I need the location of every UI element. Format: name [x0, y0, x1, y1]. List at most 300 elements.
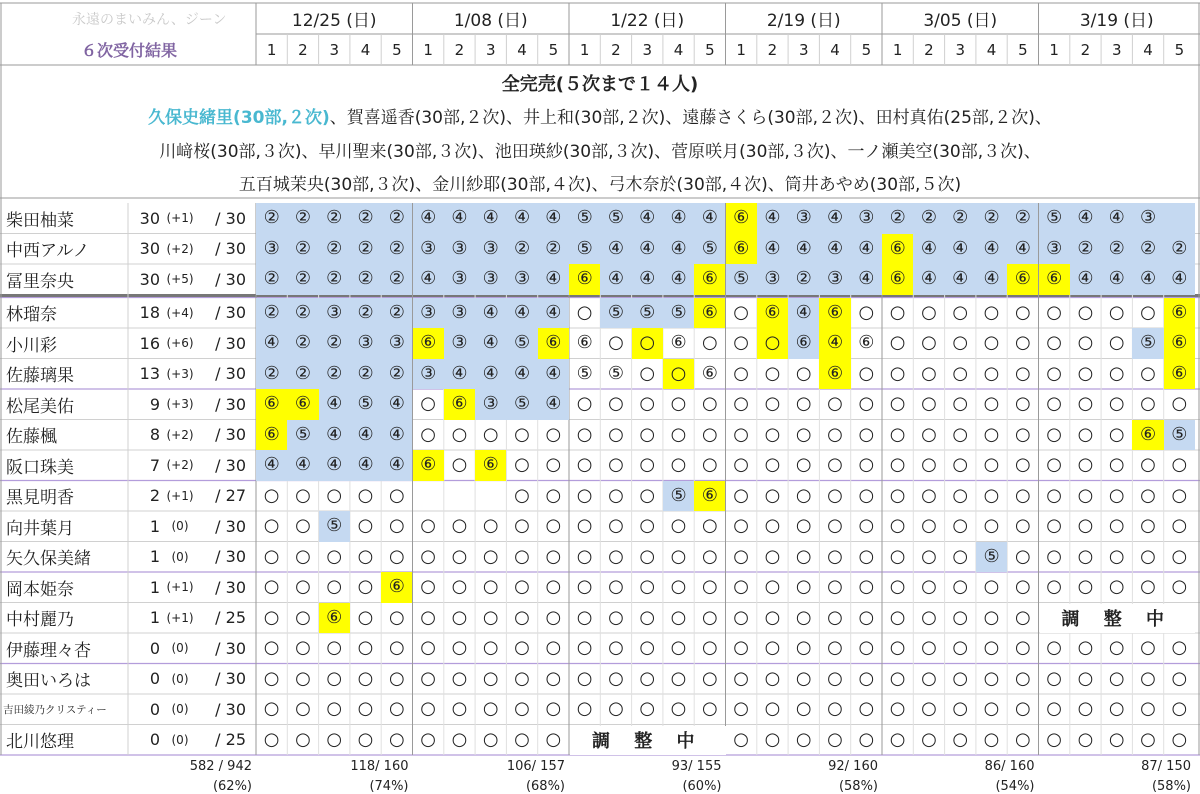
open-slot-mark: ○: [514, 545, 530, 567]
open-slot-mark: ○: [733, 393, 749, 415]
summary-title: 全完売(５次まで１４人): [501, 74, 699, 95]
open-slot-mark: ○: [576, 606, 593, 628]
total-count: / 25: [215, 730, 246, 750]
sold-out-mark: ②: [350, 298, 381, 329]
sold-out-mark: ⑤: [569, 234, 600, 265]
open-slot-mark: ○: [576, 301, 593, 323]
empty-cell: [475, 481, 506, 512]
open-slot-mark: ○: [764, 454, 781, 476]
sold-out-mark: ⑥: [819, 298, 850, 329]
open-slot-mark: ○: [608, 454, 624, 476]
open-slot-mark: ○: [889, 301, 906, 323]
open-slot-mark: ○: [1046, 454, 1062, 476]
sold-out-mark: ⑥: [413, 328, 444, 359]
open-slot-mark: ○: [451, 545, 468, 567]
sold-delta: (0): [171, 702, 189, 717]
open-slot-mark: ○: [952, 728, 969, 750]
open-slot-mark: ○: [420, 667, 436, 689]
round-header: 5: [1018, 40, 1028, 59]
sold-out-mark: ⑥: [694, 481, 725, 512]
sold-out-mark: ⑤: [694, 234, 725, 265]
highlight-member: 久保史緒里(30部,２次): [148, 108, 330, 128]
sold-out-mark: ③: [444, 298, 475, 329]
open-slot-mark: ○: [576, 667, 593, 689]
sold-out-mark: ④: [819, 234, 850, 265]
open-slot-mark: ○: [608, 515, 624, 537]
member-name: 黒見明香: [6, 488, 74, 509]
open-slot-mark: ○: [357, 545, 374, 567]
open-slot-mark: ○: [827, 606, 843, 628]
member-name: 阪口珠美: [6, 457, 74, 478]
member-name: 奥田いろは: [6, 671, 91, 692]
sold-out-mark: ④: [381, 389, 412, 420]
open-slot-mark: ○: [1046, 515, 1062, 537]
sold-out-mark: ③: [413, 359, 444, 390]
round-header: 5: [705, 40, 715, 59]
open-slot-mark: ○: [701, 637, 718, 659]
open-slot-mark: ○: [639, 667, 656, 689]
open-slot-mark: ○: [639, 423, 656, 445]
sold-out-mark: ②: [350, 203, 381, 234]
open-slot-mark: ○: [1140, 301, 1156, 323]
status-adjusting: 調 整 中: [1040, 604, 1196, 634]
sold-out-mark: ④: [976, 234, 1007, 265]
empty-cell: [1164, 203, 1195, 234]
open-slot-mark: ○: [858, 728, 875, 750]
sold-delta: (+2): [166, 427, 194, 442]
open-slot-mark: ○: [733, 545, 749, 567]
sheet-subtitle: ６次受付結果: [80, 41, 177, 60]
open-slot-mark: ○: [733, 667, 749, 689]
sold-out-mark: ②: [381, 359, 412, 390]
open-slot-mark: ○: [983, 393, 1000, 415]
open-slot-mark: ○: [764, 393, 781, 415]
date-header: 1/08 (日): [453, 11, 528, 31]
total-count: / 30: [215, 303, 246, 323]
sold-delta: (0): [171, 641, 189, 656]
open-slot-mark: ○: [983, 698, 1000, 720]
open-slot-mark: ○: [764, 423, 781, 445]
open-slot-mark: ○: [1014, 576, 1031, 598]
open-slot-mark: ○: [1171, 637, 1188, 659]
sold-out-mark: ④: [381, 450, 412, 481]
empty-cell: [413, 481, 444, 512]
sold-out-mark: ③: [444, 264, 475, 295]
member-name: 柴田柚菜: [6, 210, 74, 231]
round-header: 5: [1174, 40, 1185, 59]
open-slot-mark: ○: [357, 698, 374, 720]
open-slot-mark: ○: [921, 698, 937, 720]
total-count: / 30: [215, 638, 246, 658]
sold-out-mark: ④: [256, 450, 287, 481]
sold-out-mark: ④: [381, 420, 412, 451]
round-header: 3: [1111, 40, 1122, 59]
sold-out-mark: ⑥: [256, 389, 287, 420]
open-slot-mark: ○: [764, 698, 781, 720]
sold-out-mark: ④: [1164, 264, 1195, 295]
sold-out-mark: ④: [475, 203, 506, 234]
open-slot-mark: ○: [733, 637, 749, 659]
open-slot-mark: ○: [952, 637, 969, 659]
sold-out-mark: ②: [319, 234, 350, 265]
open-slot-mark: ○: [858, 667, 875, 689]
open-slot-mark: ○: [858, 362, 875, 384]
open-slot-mark: ○: [889, 393, 906, 415]
open-slot-mark: ○: [983, 667, 1000, 689]
sold-out-mark: ⑥: [726, 203, 757, 234]
open-slot-mark: ○: [757, 328, 788, 359]
open-slot-mark: ○: [795, 606, 812, 628]
sold-out-mark: ②: [945, 203, 976, 234]
open-slot-mark: ○: [420, 515, 436, 537]
sold-delta: (+6): [166, 336, 194, 351]
open-slot-mark: ○: [1014, 454, 1031, 476]
open-slot-mark: ○: [1140, 576, 1156, 598]
sold-out-mark: ⑥: [726, 234, 757, 265]
open-slot-mark: ○: [733, 301, 749, 323]
sold-out-mark: ③: [757, 264, 788, 295]
round-header: 4: [1143, 40, 1153, 59]
sold-out-mark: ④: [600, 264, 631, 295]
open-slot-mark: ○: [733, 515, 749, 537]
sold-out-mark: ⑤: [663, 298, 694, 329]
open-slot-mark: ○: [514, 515, 530, 537]
member-name: 冨里奈央: [6, 271, 74, 292]
open-slot-mark: ○: [1046, 393, 1062, 415]
sold-out-mark: ④: [256, 328, 287, 359]
sold-out-mark: ②: [287, 264, 318, 295]
sold-count: 16: [139, 333, 160, 353]
open-slot-mark: ○: [921, 545, 937, 567]
open-slot-mark: ○: [921, 484, 937, 506]
sold-count: 8: [149, 425, 160, 445]
sold-out-mark: ④: [444, 359, 475, 390]
sold-out-mark: ⑥: [256, 420, 287, 451]
open-slot-mark: ○: [795, 393, 812, 415]
open-slot-mark: ○: [1014, 332, 1031, 354]
open-slot-mark: ○: [326, 484, 343, 506]
sold-out-mark: ⑥: [1132, 420, 1163, 451]
sold-delta: (+1): [166, 580, 194, 595]
open-slot-mark: ○: [388, 606, 405, 628]
round-header: 3: [798, 40, 809, 59]
sold-out-mark: ④: [319, 420, 350, 451]
open-slot-mark: ○: [545, 728, 562, 750]
sold-out-mark: ⑥: [1164, 298, 1195, 329]
total-count: / 27: [215, 486, 246, 506]
date-header: 1/22 (日): [610, 11, 685, 31]
total-count: / 30: [215, 669, 246, 689]
open-slot-mark: ○: [1171, 667, 1188, 689]
open-slot-mark: ○: [632, 328, 663, 359]
open-slot-mark: ○: [388, 637, 405, 659]
open-slot-mark: ○: [795, 545, 812, 567]
open-slot-mark: ○: [983, 332, 1000, 354]
member-count: [128, 511, 256, 542]
sold-out-mark: ④: [506, 298, 537, 329]
sold-out-mark: ④: [444, 203, 475, 234]
sold-out-mark: ⑥: [1164, 328, 1195, 359]
open-slot-mark: ○: [795, 362, 812, 384]
open-slot-mark: ○: [608, 545, 624, 567]
open-slot-mark: ○: [514, 423, 530, 445]
sold-out-mark: ⑥: [670, 332, 687, 354]
open-slot-mark: ○: [1014, 515, 1031, 537]
open-slot-mark: ○: [263, 606, 280, 628]
open-slot-mark: ○: [921, 606, 937, 628]
open-slot-mark: ○: [1014, 637, 1031, 659]
member-count: [128, 450, 256, 481]
sold-out-mark: ④: [976, 264, 1007, 295]
open-slot-mark: ○: [952, 545, 969, 567]
round-header: 1: [579, 40, 590, 59]
sold-count: 0: [149, 638, 160, 658]
open-slot-mark: ○: [921, 362, 937, 384]
sold-count: 30: [139, 239, 160, 259]
open-slot-mark: ○: [295, 698, 311, 720]
sold-out-mark: ⑥: [1007, 264, 1038, 295]
sold-out-mark: ④: [538, 389, 569, 420]
open-slot-mark: ○: [1140, 545, 1156, 567]
open-slot-mark: ○: [357, 576, 374, 598]
sold-out-mark: ④: [413, 264, 444, 295]
open-slot-mark: ○: [827, 484, 843, 506]
open-slot-mark: ○: [921, 393, 937, 415]
open-slot-mark: ○: [733, 484, 749, 506]
open-slot-mark: ○: [733, 423, 749, 445]
round-header: 3: [642, 40, 653, 59]
round-header: 2: [298, 40, 308, 59]
open-slot-mark: ○: [1108, 484, 1125, 506]
sold-out-mark: ②: [256, 359, 287, 390]
sold-out-mark: ④: [788, 298, 819, 329]
sold-out-mark: ⑥: [1039, 264, 1070, 295]
open-slot-mark: ○: [482, 545, 499, 567]
open-slot-mark: ○: [1077, 423, 1094, 445]
sold-out-mark: ⑤: [569, 203, 600, 234]
open-slot-mark: ○: [263, 484, 280, 506]
open-slot-mark: ○: [1014, 484, 1031, 506]
total-count: / 30: [215, 333, 246, 353]
open-slot-mark: ○: [326, 728, 343, 750]
open-slot-mark: ○: [1140, 515, 1156, 537]
open-slot-mark: ○: [670, 423, 687, 445]
sold-out-mark: ②: [538, 234, 569, 265]
open-slot-mark: ○: [1077, 332, 1094, 354]
open-slot-mark: ○: [858, 606, 875, 628]
open-slot-mark: ○: [420, 576, 436, 598]
sold-count: 9: [149, 394, 160, 414]
sold-out-mark: ③: [788, 203, 819, 234]
open-slot-mark: ○: [764, 545, 781, 567]
member-name: 佐藤楓: [6, 427, 57, 448]
open-slot-mark: ○: [326, 576, 343, 598]
open-slot-mark: ○: [983, 576, 1000, 598]
open-slot-mark: ○: [889, 606, 906, 628]
sold-count: 2: [149, 486, 160, 506]
open-slot-mark: ○: [764, 576, 781, 598]
open-slot-mark: ○: [1046, 423, 1062, 445]
sold-out-mark: ②: [350, 234, 381, 265]
open-slot-mark: ○: [545, 484, 562, 506]
open-slot-mark: ○: [952, 576, 969, 598]
sold-out-mark: ③: [475, 234, 506, 265]
open-slot-mark: ○: [1140, 698, 1156, 720]
open-slot-mark: ○: [482, 667, 499, 689]
sold-out-mark: ③: [413, 298, 444, 329]
open-slot-mark: ○: [1014, 728, 1031, 750]
open-slot-mark: ○: [827, 576, 843, 598]
open-slot-mark: ○: [983, 606, 1000, 628]
open-slot-mark: ○: [1046, 667, 1062, 689]
total-percent: (54%): [995, 779, 1035, 794]
open-slot-mark: ○: [1077, 698, 1094, 720]
open-slot-mark: ○: [608, 637, 624, 659]
open-slot-mark: ○: [388, 698, 405, 720]
open-slot-mark: ○: [1108, 667, 1125, 689]
open-slot-mark: ○: [764, 728, 781, 750]
sold-count: 7: [149, 455, 160, 475]
open-slot-mark: ○: [482, 728, 499, 750]
member-name: 岡本姫奈: [6, 579, 74, 600]
open-slot-mark: ○: [827, 667, 843, 689]
open-slot-mark: ○: [670, 606, 687, 628]
sold-out-mark: ④: [1070, 264, 1101, 295]
open-slot-mark: ○: [451, 698, 468, 720]
member-name: 矢久保美緒: [6, 549, 91, 570]
sold-out-mark: ⑤: [1039, 203, 1070, 234]
open-slot-mark: ○: [1171, 698, 1188, 720]
sold-out-mark: ⑥: [569, 264, 600, 295]
open-slot-mark: ○: [1014, 362, 1031, 384]
open-slot-mark: ○: [451, 606, 468, 628]
member-count: [128, 420, 256, 451]
sold-out-mark: ④: [413, 203, 444, 234]
open-slot-mark: ○: [858, 576, 875, 598]
open-slot-mark: ○: [889, 332, 906, 354]
open-slot-mark: ○: [889, 362, 906, 384]
member-name: 佐藤璃果: [6, 366, 74, 387]
open-slot-mark: ○: [608, 484, 624, 506]
sold-out-mark: ②: [976, 203, 1007, 234]
open-slot-mark: ○: [420, 698, 436, 720]
open-slot-mark: ○: [952, 454, 969, 476]
open-slot-mark: ○: [764, 667, 781, 689]
open-slot-mark: ○: [576, 698, 593, 720]
member-count: [128, 725, 256, 756]
round-header: 1: [1049, 40, 1059, 59]
open-slot-mark: ○: [921, 576, 937, 598]
open-slot-mark: ○: [921, 332, 937, 354]
sold-out-mark: ②: [319, 264, 350, 295]
sold-out-mark: ⑥: [1164, 359, 1195, 390]
total-sold: 582 / 942: [189, 759, 252, 774]
sold-out-mark: ④: [945, 234, 976, 265]
open-slot-mark: ○: [263, 667, 280, 689]
total-count: / 30: [215, 699, 246, 719]
open-slot-mark: ○: [1046, 545, 1062, 567]
open-slot-mark: ○: [701, 423, 718, 445]
round-header: 1: [266, 40, 277, 59]
open-slot-mark: ○: [263, 698, 280, 720]
sold-out-mark: ④: [1101, 264, 1132, 295]
open-slot-mark: ○: [701, 667, 718, 689]
total-percent: (58%): [1151, 779, 1191, 794]
open-slot-mark: ○: [420, 423, 436, 445]
open-slot-mark: ○: [952, 301, 969, 323]
open-slot-mark: ○: [701, 393, 718, 415]
sold-out-mark: ⑥: [538, 328, 569, 359]
open-slot-mark: ○: [889, 454, 906, 476]
open-slot-mark: ○: [326, 545, 343, 567]
round-header: 4: [673, 40, 684, 59]
open-slot-mark: ○: [1108, 362, 1125, 384]
empty-cell: [444, 481, 475, 512]
date-header: 12/25 (日): [291, 11, 377, 31]
sold-out-mark: ④: [913, 264, 944, 295]
sold-out-mark: ③: [1039, 234, 1070, 265]
sold-out-mark: ③: [444, 328, 475, 359]
open-slot-mark: ○: [670, 454, 687, 476]
open-slot-mark: ○: [889, 728, 906, 750]
open-slot-mark: ○: [514, 576, 530, 598]
sold-out-mark: ④: [1132, 264, 1163, 295]
open-slot-mark: ○: [701, 332, 718, 354]
sold-delta: (+1): [166, 211, 194, 226]
open-slot-mark: ○: [764, 606, 781, 628]
open-slot-mark: ○: [545, 515, 562, 537]
member-count: [128, 481, 256, 512]
open-slot-mark: ○: [701, 698, 718, 720]
sold-out-mark: ②: [319, 359, 350, 390]
sold-out-mark: ③: [256, 234, 287, 265]
open-slot-mark: ○: [1140, 454, 1156, 476]
sold-out-mark: ④: [757, 234, 788, 265]
sold-out-mark: ②: [1132, 234, 1163, 265]
member-name: 北川悠理: [6, 732, 74, 753]
open-slot-mark: ○: [514, 667, 530, 689]
sold-out-mark: ②: [381, 298, 412, 329]
sold-out-mark: ⑤: [319, 511, 350, 542]
open-slot-mark: ○: [1108, 728, 1125, 750]
round-header: 4: [986, 40, 997, 59]
open-slot-mark: ○: [952, 393, 969, 415]
sold-out-mark: ③: [350, 328, 381, 359]
open-slot-mark: ○: [1140, 484, 1156, 506]
total-sold: 87/ 150: [1141, 759, 1191, 774]
member-count: [128, 389, 256, 420]
open-slot-mark: ○: [639, 454, 656, 476]
round-header: 3: [485, 40, 496, 59]
sold-out-mark: ⑤: [607, 362, 625, 384]
total-percent: (74%): [369, 779, 409, 794]
open-slot-mark: ○: [388, 728, 405, 750]
total-count: / 30: [215, 394, 246, 414]
round-header: 2: [611, 40, 621, 59]
open-slot-mark: ○: [733, 698, 749, 720]
total-sold: 118/ 160: [350, 759, 409, 774]
open-slot-mark: ○: [357, 484, 374, 506]
open-slot-mark: ○: [1108, 545, 1125, 567]
sold-out-mark: ⑤: [1164, 420, 1195, 451]
member-count: [128, 264, 256, 295]
sold-out-mark: ④: [319, 450, 350, 481]
open-slot-mark: ○: [827, 393, 843, 415]
sold-out-mark: ⑥: [319, 603, 350, 634]
sold-out-mark: ⑥: [287, 389, 318, 420]
summary-line-2: 川﨑桜(30部,３次)、早川聖来(30部,３次)、池田瑛紗(30部,３次)、菅原咲月(30部,３次)、一ノ瀬美空(30部,３次)、: [159, 142, 1041, 162]
sold-out-mark: ②: [287, 203, 318, 234]
